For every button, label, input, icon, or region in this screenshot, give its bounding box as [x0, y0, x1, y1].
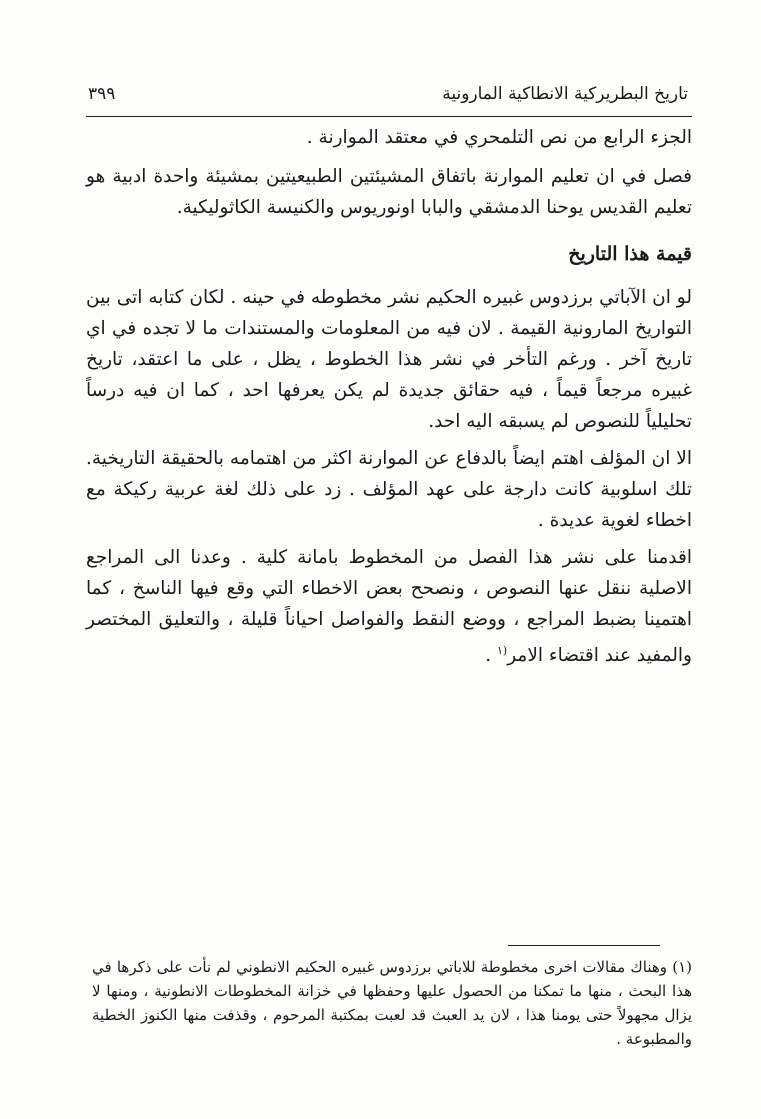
main-text — [86, 122, 692, 677]
header-rule — [86, 116, 692, 117]
paragraph-2: لو ان الآباتي برزدوس غبيره الحكيم نشر مخطوطه في حينه . لكان كتابه اتى بين التواريخ المارونية القيمة . لان فيه من المعلومات والمستندات ما لا تجده في اي تاريخ آخر . ورغم التأخر في نشر هذا الخطوط ، يظل ، على ما اعتقد، تاريخ غبيره مرجعاً قيماً ، فيه حقائق جديدة لم يكن يعرفها احد ، كما ان فيه درساً تحليلياً للنصوص لم يسبقه اليه احد. — [86, 287, 692, 432]
paragraph-0: الجزء الرابع من نص التلمحري في معتقد الموارنة . — [306, 127, 692, 148]
paragraph-1: فصل في ان تعليم الموارنة باتفاق المشيئتين الطبيعيتين بمشيئة واحدة ادبية هو تعليم القديس يوحنا الدمشقي والبابا اونوريوس والكنيسة الكاثوليكية. — [86, 166, 692, 218]
page-header — [88, 84, 688, 112]
page-number: ٣٩٩ — [88, 84, 116, 104]
paragraph-4-text: اقدمنا على نشر هذا الفصل من المخطوط بامانة كلية . وعدنا الى المراجع الاصلية ننقل عنها النصوص ، ونصحح بعض الاخطاء التي وقع فيها الناسخ ، كما اهتمينا بضبط المراجع ، ووضع النقط والفواصل احياناً قليلة ، والتعليق المختصر والمفيد عند اقتضاء الامر — [86, 547, 692, 667]
running-title: تاريخ البطريركية الانطاكية المارونية — [442, 84, 688, 104]
footnote: (١) وهناك مقالات اخرى مخطوطة للاباتي برزدوس غبيره الحكيم الانطوني لم نأت على ذكرها في هذا البحث ، منها ما تمكنا من الحصول عليها وحفظها في خزانة المخطوطات الانطونية ، ومنها لا يزال مجهولاً حتى يومنا هذا ، لان يد العبث قد لعبت بمكتبة المرحوم ، وقذفت منها الكنوز الخطية والمطبوعة . — [92, 958, 692, 1048]
footnote-reference: (١ — [496, 644, 508, 657]
paragraph-4-end: . — [485, 645, 497, 667]
paragraph-4 — [86, 542, 692, 671]
paragraph-3: الا ان المؤلف اهتم ايضاً بالدفاع عن الموارنة اكثر من اهتمامه بالحقيقة التاريخية. تلك اسلوبية كانت دارجة على عهد المؤلف . زد على ذلك لغة عربية ركيكة مع اخطاء لغوية عديدة . — [86, 448, 692, 531]
footnote-rule — [508, 945, 660, 946]
section-heading: قيمة هذا التاريخ — [568, 243, 692, 265]
